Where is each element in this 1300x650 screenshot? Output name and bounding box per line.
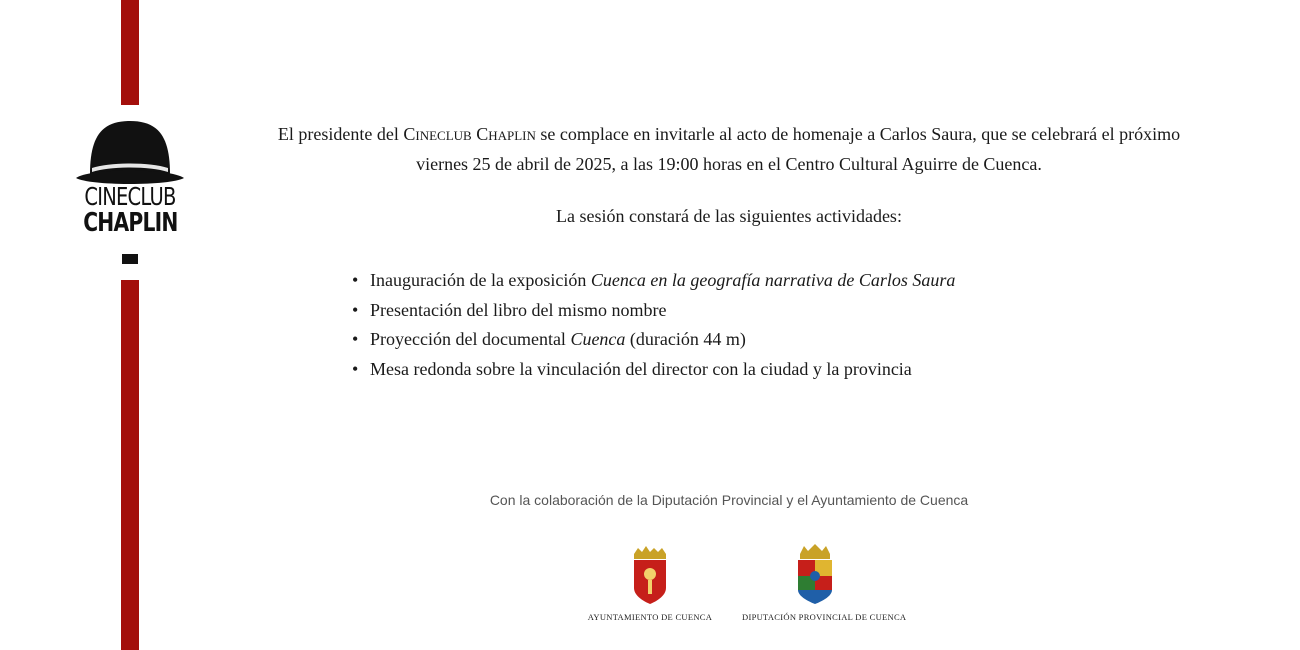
list-item	[350, 355, 955, 385]
ayuntamiento-emblem	[568, 544, 732, 622]
club-name: Cineclub Chaplin	[403, 124, 536, 144]
diputacion-emblem	[742, 542, 907, 622]
logo-text-chaplin: CHAPLIN	[83, 208, 178, 238]
activity-title: Cuenca en la geografía narrativa de Carlos Saura	[590, 270, 956, 290]
diputacion-coat-of-arms-icon	[742, 542, 888, 608]
logo-text-cineclub: CINECLUB	[84, 182, 176, 211]
red-stripe-top	[121, 0, 139, 105]
intro-text-start: El presidente del	[277, 124, 404, 144]
list-item	[350, 325, 955, 355]
activity-text: Proyección del documental	[370, 329, 571, 349]
cineclub-logo	[70, 116, 190, 266]
activities-list	[350, 266, 955, 384]
ayuntamiento-caption: AYUNTAMIENTO DE CUENCA	[587, 612, 713, 622]
intro-text-end: se complace en invitarle al acto de homenaje a Carlos Saura, que se celebrará el próximo viernes 25 de abril de 2025, a las 19:00 horas en el Centro Cultural Aguirre de Cuenca.	[416, 124, 1181, 174]
activity-title: Cuenca	[570, 329, 626, 349]
session-heading: La sesión constará de las siguientes actividades:	[556, 206, 902, 226]
ayuntamiento-coat-of-arms-icon	[568, 544, 732, 610]
activity-suffix: (duración 44 m)	[625, 329, 746, 349]
collaboration-note: Con la colaboración de la Diputación Provincial y el Ayuntamiento de Cuenca	[489, 492, 969, 508]
activity-text: Presentación del libro del mismo nombre	[370, 299, 667, 320]
activity-text: Inauguración de la exposición	[370, 270, 591, 290]
activity-text: Mesa redonda sobre la vinculación del director con la ciudad y la provincia	[370, 358, 912, 379]
invitation-paragraph	[250, 119, 1208, 179]
list-item	[350, 296, 955, 326]
list-item	[350, 266, 955, 296]
red-stripe-bottom	[121, 280, 139, 650]
diputacion-caption: DIPUTACIÓN PROVINCIAL DE CUENCA	[742, 612, 907, 622]
